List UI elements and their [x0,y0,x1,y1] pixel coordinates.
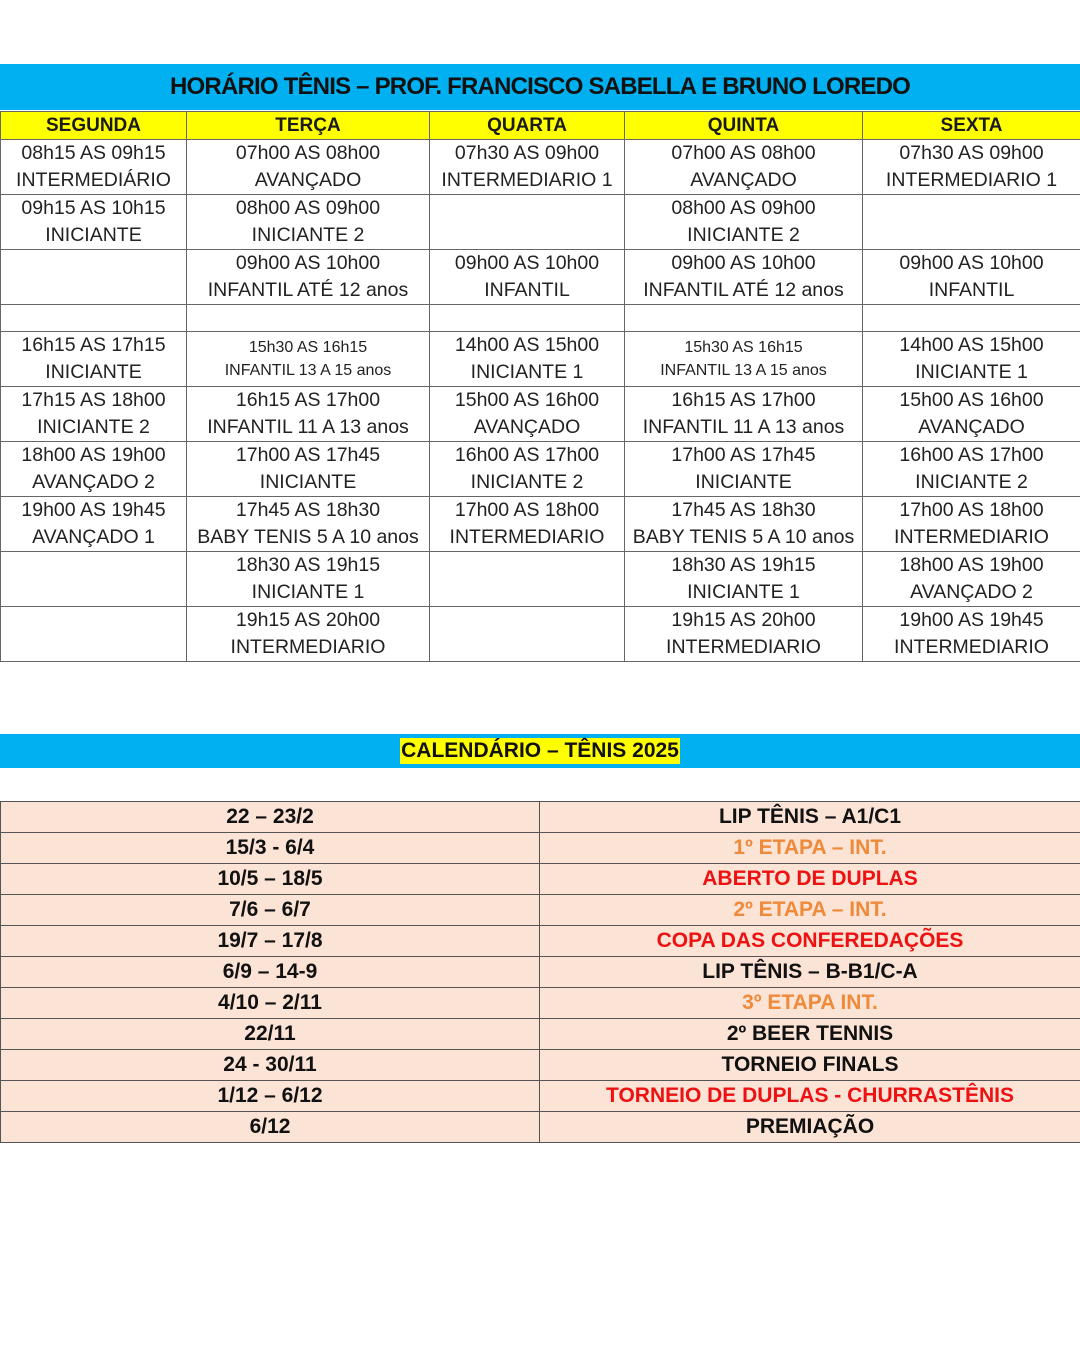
event-name: ABERTO DE DUPLAS [540,864,1080,895]
schedule-cell-segunda [1,387,187,442]
event-date: 6/9 – 14-9 [1,957,540,988]
class-level: INICIANTE [45,361,142,383]
class-level: INICIANTE 1 [470,361,584,383]
event-date: 24 - 30/11 [1,1050,540,1081]
class-time: 07h30 AS 09h00 [899,142,1044,164]
calendar-table [0,801,1080,1143]
schedule-cell-quinta [625,332,863,387]
class-time: 16h15 AS 17h00 [671,389,816,411]
class-level: AVANÇADO [254,169,362,191]
schedule-cell-segunda [1,250,187,305]
event-name: 2º ETAPA – INT. [540,895,1080,926]
class-time: 07h00 AS 08h00 [671,142,816,164]
class-level: AVANÇADO [918,416,1025,438]
event-name: COPA DAS CONFEREDAÇÕES [540,926,1080,957]
schedule-cell-terca [187,552,430,607]
schedule-cell-sexta [863,387,1080,442]
schedule-cell-quinta [625,195,863,250]
day-header-sexta: SEXTA [863,112,1080,140]
day-header-segunda: SEGUNDA [1,112,187,140]
class-time: 16h15 AS 17h15 [21,334,166,356]
schedule-cell-quinta [625,140,863,195]
class-time: 15h30 AS 16h15 [248,339,368,356]
schedule-cell-sexta [863,195,1080,250]
schedule-row [1,250,1080,305]
class-level: INTERMEDIARIO [894,636,1049,658]
class-level: INICIANTE 1 [915,361,1028,383]
calendar-title: CALENDÁRIO – TÊNIS 2025 [401,739,679,762]
class-level: INFANTIL 11 A 13 anos [642,416,845,438]
day-header-quarta: QUARTA [430,112,625,140]
class-time: 09h00 AS 10h00 [899,252,1044,274]
day-header-quinta: QUINTA [625,112,863,140]
class-level: INTERMEDIÁRIO [16,169,171,191]
schedule-title-bar [0,64,1080,110]
schedule-cell-terca [187,387,430,442]
class-time: 19h00 AS 19h45 [899,609,1044,631]
schedule-cell-quarta [430,140,625,195]
schedule-cell-quinta [625,497,863,552]
class-time: 09h15 AS 10h15 [21,197,166,219]
class-time: 15h00 AS 16h00 [899,389,1044,411]
class-level: INFANTIL ATÉ 12 anos [643,279,844,301]
class-level: INTERMEDIARIO 1 [441,169,613,191]
event-date: 19/7 – 17/8 [1,926,540,957]
calendar-row [1,833,1080,864]
schedule-row [1,442,1080,497]
class-time: 17h00 AS 17h45 [671,444,816,466]
schedule-cell-quinta [625,250,863,305]
schedule-cell-quarta [430,332,625,387]
schedule-body [1,140,1080,662]
schedule-cell-segunda [1,497,187,552]
schedule-cell-sexta [863,442,1080,497]
schedule-cell-quarta [430,250,625,305]
class-time: 08h00 AS 09h00 [671,197,816,219]
class-level: INICIANTE 2 [37,416,150,438]
event-date: 10/5 – 18/5 [1,864,540,895]
schedule-cell-sexta [863,250,1080,305]
schedule-row [1,552,1080,607]
schedule-cell-quarta [430,497,625,552]
class-time: 18h30 AS 19h15 [671,554,816,576]
class-level: INFANTIL ATÉ 12 anos [207,279,409,301]
schedule-cell-segunda [1,552,187,607]
schedule-cell-terca [187,195,430,250]
calendar-row [1,1081,1080,1112]
class-level: INICIANTE 2 [470,471,584,493]
class-time: 19h00 AS 19h45 [21,499,166,521]
class-time: 16h15 AS 17h00 [235,389,381,411]
schedule-cell-sexta [863,305,1080,332]
schedule-cell-sexta [863,497,1080,552]
calendar-title-bar [0,734,1080,768]
schedule-cell-terca [187,305,430,332]
class-time: 09h00 AS 10h00 [235,252,381,274]
event-name: LIP TÊNIS – B-B1/C-A [540,957,1080,988]
schedule-cell-terca [187,250,430,305]
schedule-cell-terca [187,442,430,497]
calendar-body [1,802,1080,1143]
class-level: INFANTIL [928,279,1015,301]
schedule-cell-terca [187,497,430,552]
class-level: AVANÇADO [690,169,797,191]
class-level: INICIANTE [695,471,792,493]
schedule-header-row [1,112,1080,140]
class-level: INFANTIL 13 A 15 anos [660,362,827,379]
day-header-terca: TERÇA [187,112,430,140]
class-level: INFANTIL 13 A 15 anos [224,362,392,379]
schedule-row [1,140,1080,195]
class-time: 15h30 AS 16h15 [684,339,803,356]
schedule-cell-quinta [625,607,863,662]
schedule-cell-sexta [863,140,1080,195]
class-time: 17h45 AS 18h30 [671,499,816,521]
schedule-cell-quinta [625,442,863,497]
class-time: 09h00 AS 10h00 [454,252,600,274]
schedule-cell-quarta [430,305,625,332]
class-level: INTERMEDIARIO [230,636,386,658]
event-name: 2º BEER TENNIS [540,1019,1080,1050]
class-time: 16h00 AS 17h00 [454,444,600,466]
schedule-title: HORÁRIO TÊNIS – PROF. FRANCISCO SABELLA E BRUNO LOREDO [170,73,910,100]
schedule-cell-terca [187,332,430,387]
class-level: INICIANTE 1 [251,581,365,603]
schedule-row [1,305,1080,332]
schedule-cell-terca [187,140,430,195]
calendar-row [1,1112,1080,1143]
calendar-row [1,864,1080,895]
schedule-cell-quarta [430,442,625,497]
event-date: 7/6 – 6/7 [1,895,540,926]
schedule-cell-segunda [1,140,187,195]
class-level: INICIANTE 2 [687,224,800,246]
class-time: 08h00 AS 09h00 [235,197,381,219]
class-time: 17h00 AS 17h45 [235,444,381,466]
class-level: INICIANTE 2 [915,471,1028,493]
class-time: 17h00 AS 18h00 [899,499,1044,521]
class-level: AVANÇADO [473,416,581,438]
class-level: INTERMEDIARIO [666,636,821,658]
calendar-row [1,895,1080,926]
schedule-cell-terca [187,607,430,662]
event-date: 1/12 – 6/12 [1,1081,540,1112]
schedule-row [1,332,1080,387]
class-level: INICIANTE [259,471,357,493]
class-level: INTERMEDIARIO [449,526,605,548]
event-name: LIP TÊNIS – A1/C1 [540,802,1080,833]
class-level: INTERMEDIARIO 1 [885,169,1058,191]
event-name: 1º ETAPA – INT. [540,833,1080,864]
class-level: AVANÇADO 1 [32,526,155,548]
schedule-cell-segunda [1,442,187,497]
event-date: 6/12 [1,1112,540,1143]
class-level: INFANTIL 11 A 13 anos [207,416,409,438]
class-level: INTERMEDIARIO [894,526,1049,548]
calendar-row [1,926,1080,957]
calendar-row [1,802,1080,833]
class-time: 08h15 AS 09h15 [21,142,166,164]
class-time: 17h45 AS 18h30 [235,499,381,521]
class-time: 09h00 AS 10h00 [671,252,816,274]
event-date: 22 – 23/2 [1,802,540,833]
schedule-row [1,387,1080,442]
class-time: 19h15 AS 20h00 [235,609,381,631]
schedule-cell-sexta [863,552,1080,607]
class-time: 18h00 AS 19h00 [21,444,166,466]
class-level: INICIANTE 1 [687,581,800,603]
calendar-row [1,1050,1080,1081]
schedule-table [0,111,1080,662]
class-time: 18h30 AS 19h15 [235,554,381,576]
schedule-row [1,195,1080,250]
schedule-cell-quarta [430,195,625,250]
event-name: 3º ETAPA INT. [540,988,1080,1019]
class-time: 17h15 AS 18h00 [21,389,166,411]
event-date: 22/11 [1,1019,540,1050]
schedule-cell-quinta [625,305,863,332]
schedule-cell-quarta [430,387,625,442]
class-time: 14h00 AS 15h00 [454,334,600,356]
calendar-row [1,1019,1080,1050]
class-level: INFANTIL [484,279,570,301]
class-level: INICIANTE 2 [251,224,365,246]
class-time: 16h00 AS 17h00 [899,444,1044,466]
event-name: TORNEIO DE DUPLAS - CHURRASTÊNIS [540,1081,1080,1112]
event-date: 15/3 - 6/4 [1,833,540,864]
class-time: 17h00 AS 18h00 [454,499,600,521]
class-time: 07h00 AS 08h00 [235,142,381,164]
schedule-cell-quinta [625,552,863,607]
class-level: INICIANTE [45,224,142,246]
schedule-cell-quarta [430,552,625,607]
schedule-cell-segunda [1,607,187,662]
class-level: BABY TENIS 5 A 10 anos [632,526,855,548]
class-level: BABY TENIS 5 A 10 anos [197,526,419,548]
schedule-row [1,607,1080,662]
class-time: 15h00 AS 16h00 [454,389,600,411]
class-time: 14h00 AS 15h00 [899,334,1044,356]
class-time: 19h15 AS 20h00 [671,609,816,631]
class-time: 18h00 AS 19h00 [899,554,1044,576]
calendar-row [1,988,1080,1019]
event-name: PREMIAÇÃO [540,1112,1080,1143]
schedule-row [1,497,1080,552]
event-name: TORNEIO FINALS [540,1050,1080,1081]
schedule-cell-sexta [863,607,1080,662]
class-time: 07h30 AS 09h00 [454,142,600,164]
schedule-cell-segunda [1,305,187,332]
schedule-cell-segunda [1,332,187,387]
schedule-cell-segunda [1,195,187,250]
class-level: AVANÇADO 2 [910,581,1033,603]
class-level: AVANÇADO 2 [32,471,155,493]
schedule-cell-quinta [625,387,863,442]
calendar-row [1,957,1080,988]
schedule-cell-sexta [863,332,1080,387]
schedule-cell-quarta [430,607,625,662]
event-date: 4/10 – 2/11 [1,988,540,1019]
